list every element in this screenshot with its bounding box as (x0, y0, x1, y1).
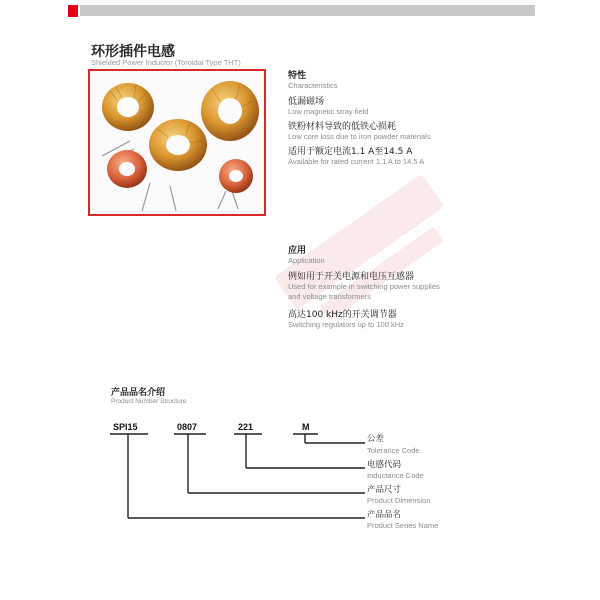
label-series: 产品品名 (367, 510, 402, 520)
label-inductance: 电感代码 (367, 460, 402, 470)
characteristic-item-zh: 铁粉材料导致的低铁心损耗 (288, 122, 397, 132)
application-heading-en: Application (288, 256, 325, 265)
part-number-heading: 产品品名介绍 (111, 388, 166, 398)
application-item-zh: 例如用于开关电源和电压互感器 (288, 272, 415, 282)
label-series-en: Product Series Name (367, 521, 439, 530)
label-tolerance: 公差 (367, 434, 385, 444)
label-tolerance-en: Tolerance Code (367, 446, 420, 455)
characteristic-item-zh: 低漏磁场 (288, 97, 325, 107)
label-dimension: 产品尺寸 (367, 485, 402, 495)
application-heading: 应用 (288, 246, 307, 256)
label-dimension-en: Product Dimension (367, 496, 431, 505)
label-inductance-en: Inductance Code (367, 471, 424, 480)
application-item-en: Switching regulators up to 100 kHz (288, 320, 404, 329)
characteristics-heading-en: Characteristics (288, 81, 338, 90)
characteristic-item-zh: 适用于额定电流1.1 A至14.5 A (288, 147, 413, 157)
characteristic-item-en: Available for rated current 1.1 A to 14.5 A (288, 157, 425, 166)
code-series: SPI15 (113, 422, 138, 432)
code-tolerance: M (302, 422, 310, 432)
product-subtitle: Shielded Power Inductor (Toroidal Type THT) (91, 58, 241, 67)
characteristic-item-en: Low core loss due to iron powder materials (288, 132, 431, 141)
characteristics-heading: 特性 (288, 71, 307, 81)
part-number-heading-en: Product Number Structure (111, 398, 187, 405)
code-inductance: 221 (238, 422, 254, 432)
product-title: 环形插件电感 (91, 44, 175, 60)
application-item-en: and voltage transformers (288, 292, 371, 301)
application-item-en: Used for example in switching power supplies (288, 282, 440, 291)
code-dimension: 0807 (177, 422, 198, 432)
application-item-zh: 高达100 kHz的开关调节器 (288, 310, 397, 320)
characteristic-item-en: Low magnetic stray field (288, 107, 369, 116)
